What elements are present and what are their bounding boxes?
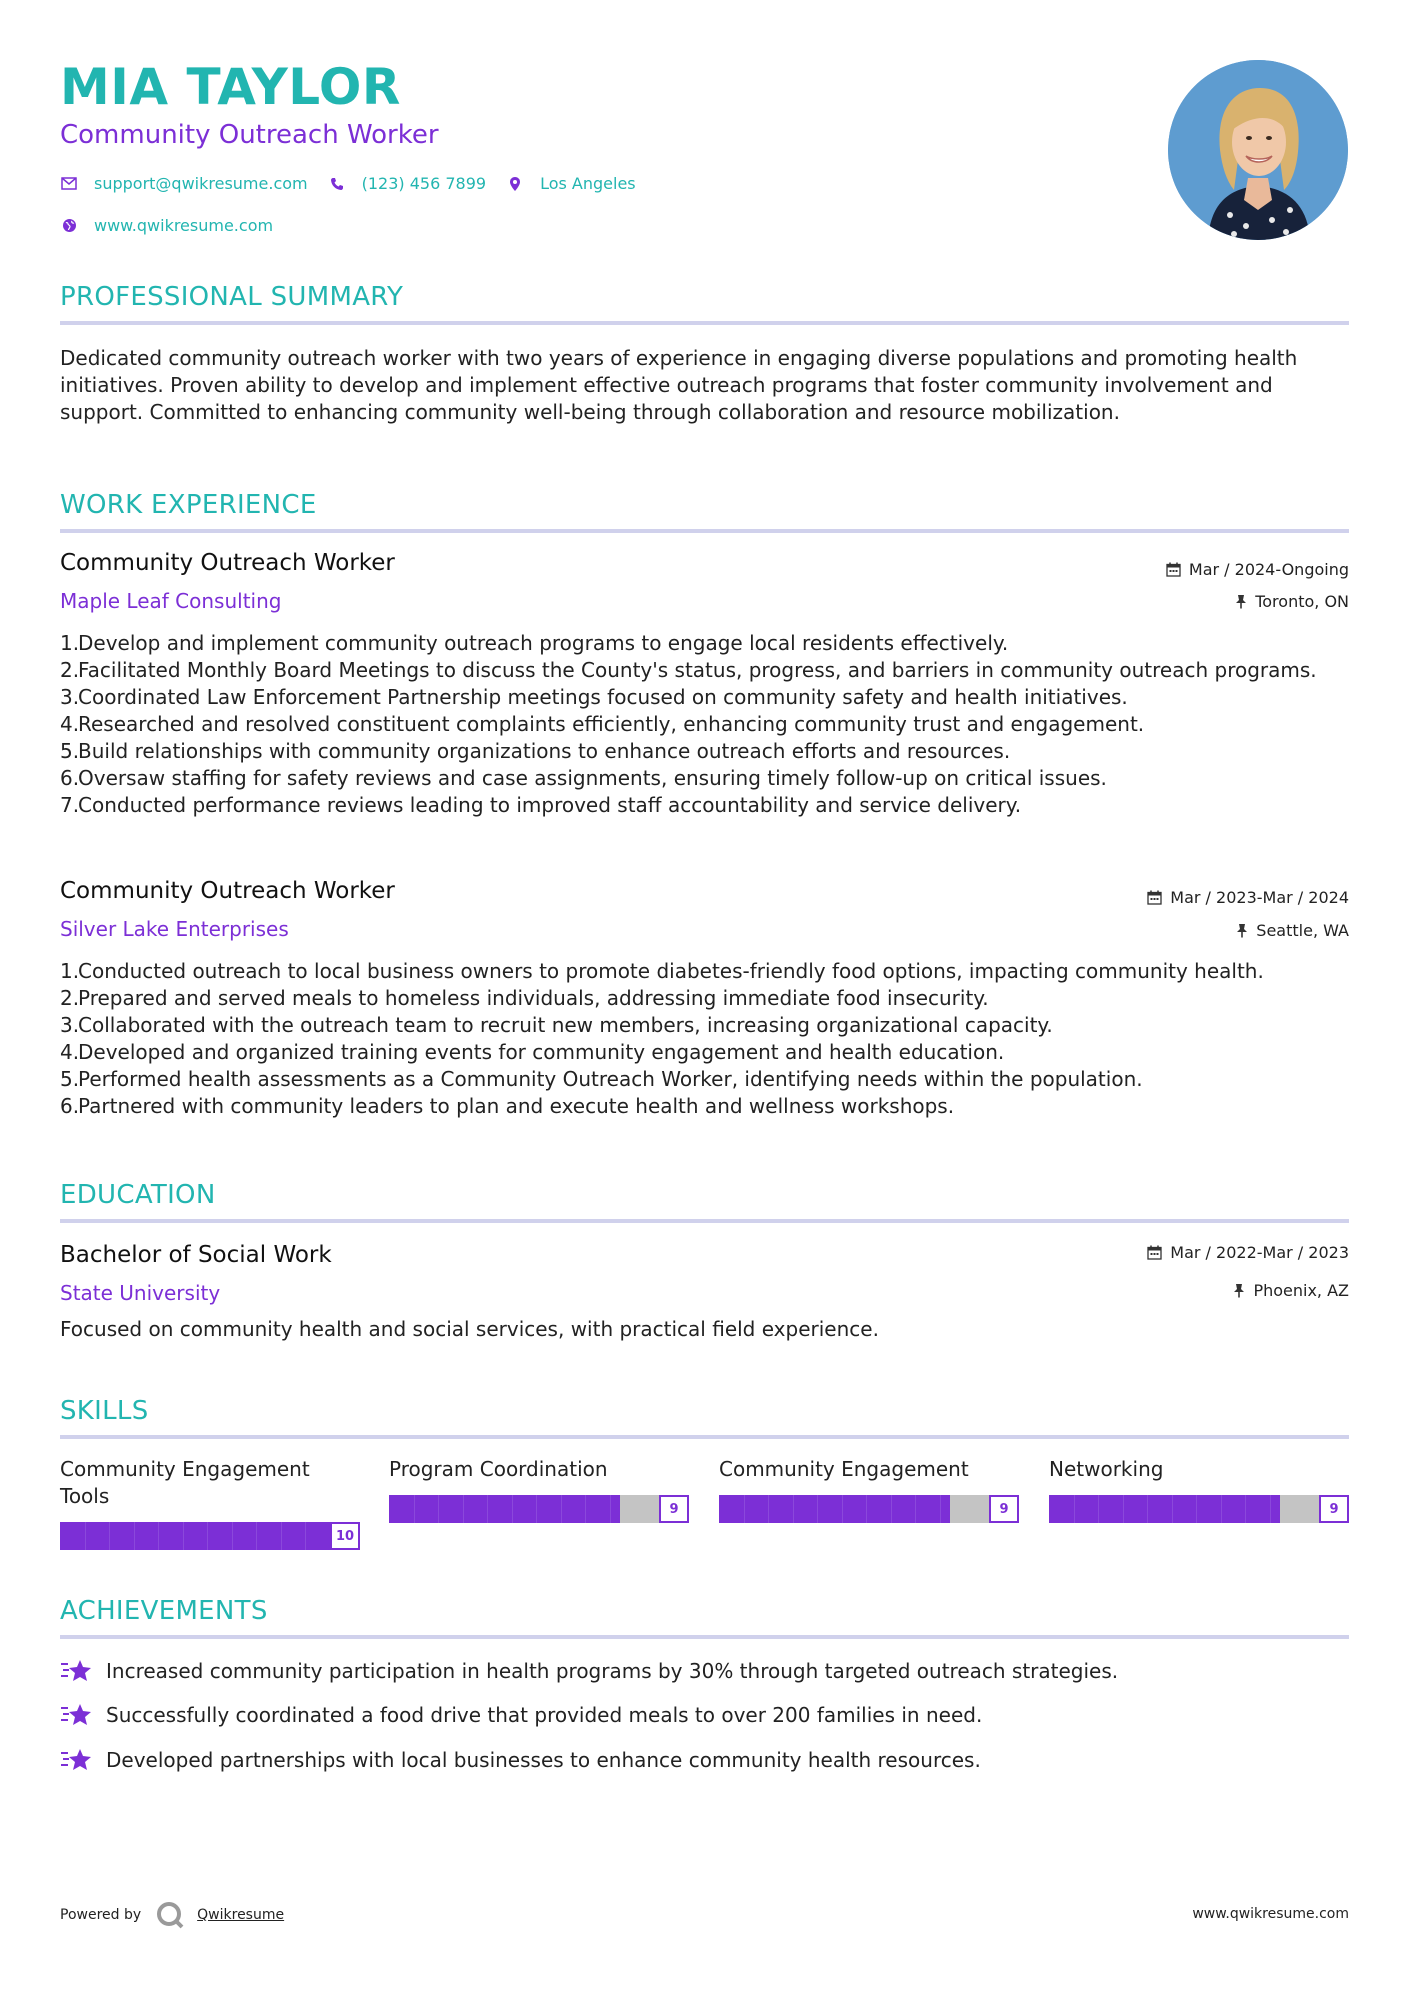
- achievement-item: [60, 1747, 981, 1773]
- skill-bar-segment: [438, 1495, 439, 1523]
- section-title-skills: SKILLS: [60, 1396, 149, 1426]
- candidate-name: MIA TAYLOR: [60, 58, 401, 116]
- section-divider: [60, 1219, 1349, 1223]
- achievement-item: [60, 1702, 982, 1728]
- pushpin-icon: [1235, 594, 1247, 609]
- candidate-role: Community Outreach Worker: [60, 120, 439, 150]
- skill-bar-segment: [940, 1495, 941, 1523]
- skill-bar-segment: [414, 1495, 415, 1523]
- skill-bar-segment: [463, 1495, 464, 1523]
- skill-bar: [389, 1495, 689, 1523]
- contact-location: [506, 174, 636, 193]
- skill-bar-segment: [891, 1495, 892, 1523]
- section-title-summary: PROFESSIONAL SUMMARY: [60, 282, 404, 312]
- job-location: [1235, 592, 1349, 611]
- job-title: Community Outreach Worker: [60, 550, 395, 576]
- skill-item: [60, 1456, 360, 1552]
- skill-score: 9: [659, 1495, 689, 1523]
- skill-bar-segment: [1172, 1495, 1173, 1523]
- section-title-achievements: ACHIEVEMENTS: [60, 1596, 268, 1626]
- skill-score: 10: [330, 1522, 360, 1550]
- job-company: Silver Lake Enterprises: [60, 917, 289, 941]
- skill-bar-segment: [842, 1495, 843, 1523]
- contact-website[interactable]: [60, 216, 273, 235]
- globe-icon: [60, 217, 78, 235]
- skill-bar-segment: [305, 1522, 306, 1550]
- contact-email[interactable]: [60, 174, 308, 193]
- job-location-text: Seattle, WA: [1256, 921, 1349, 940]
- skill-score: 9: [989, 1495, 1019, 1523]
- skill-bar-segment: [232, 1522, 233, 1550]
- job-dates-text: Mar / 2024-Ongoing: [1188, 560, 1349, 579]
- list-item: 5. Performed health assessments as a Community Outreach Worker, identifying needs within the population.: [60, 1067, 1143, 1091]
- skill-item: [389, 1456, 689, 1526]
- degree-title: Bachelor of Social Work: [60, 1242, 332, 1268]
- star-award-icon: [60, 1658, 92, 1684]
- skill-item: [719, 1456, 1019, 1526]
- education-dates-text: Mar / 2022-Mar / 2023: [1170, 1243, 1349, 1262]
- skill-bar: [60, 1522, 360, 1550]
- qwikresume-logo-icon: [155, 1900, 185, 1930]
- skill-bar-segment: [561, 1495, 562, 1523]
- skill-bar-segment: [183, 1522, 184, 1550]
- skill-item: [1049, 1456, 1349, 1526]
- skill-bar-segment: [256, 1522, 257, 1550]
- achievement-text: Successfully coordinated a food drive that provided meals to over 200 families in need.: [106, 1703, 983, 1727]
- calendar-icon: [1166, 562, 1181, 577]
- skill-bar: [719, 1495, 1019, 1523]
- list-item: 1. Develop and implement community outreach programs to engage local residents effectively.: [60, 631, 1009, 655]
- skill-bar-segment: [866, 1495, 867, 1523]
- list-item: 6. Partnered with community leaders to plan and execute health and wellness workshops.: [60, 1094, 955, 1118]
- star-award-icon: [60, 1747, 92, 1773]
- skill-name: Program Coordination: [389, 1457, 608, 1481]
- skill-name: Community Engagement Tools: [60, 1457, 310, 1508]
- skill-bar-segment: [817, 1495, 818, 1523]
- section-divider: [60, 321, 1349, 325]
- skill-bar-segment: [109, 1522, 110, 1550]
- skill-bar-segment: [536, 1495, 537, 1523]
- achievement-text: Increased community participation in health programs by 30% through targeted outreach strategies.: [106, 1659, 1119, 1683]
- section-divider: [60, 1635, 1349, 1639]
- job-dates: [1166, 560, 1349, 579]
- section-title-education: EDUCATION: [60, 1180, 216, 1210]
- skill-name: Community Engagement: [719, 1457, 969, 1481]
- skill-bar-segment: [1123, 1495, 1124, 1523]
- job-company: Maple Leaf Consulting: [60, 589, 282, 613]
- calendar-icon: [1147, 890, 1162, 905]
- pushpin-icon: [1233, 1283, 1245, 1298]
- star-award-icon: [60, 1702, 92, 1728]
- skill-bar-segment: [1270, 1495, 1271, 1523]
- email-text: support@qwikresume.com: [94, 174, 308, 193]
- skill-bar-segment: [744, 1495, 745, 1523]
- map-pin-icon: [506, 175, 524, 193]
- school-name: State University: [60, 1281, 221, 1305]
- skill-bar-segment: [768, 1495, 769, 1523]
- skill-bar-segment: [1074, 1495, 1075, 1523]
- skill-bar-segment: [793, 1495, 794, 1523]
- achievement-text: Developed partnerships with local businesses to enhance community health resources.: [106, 1748, 981, 1772]
- education-description: Focused on community health and social services, with practical field experience.: [60, 1317, 879, 1341]
- skill-bar-segment: [1147, 1495, 1148, 1523]
- section-divider: [60, 1435, 1349, 1439]
- contact-phone[interactable]: [328, 174, 486, 193]
- education-location-text: Phoenix, AZ: [1253, 1281, 1349, 1300]
- skill-bar-segment: [281, 1522, 282, 1550]
- skill-bar-segment: [134, 1522, 135, 1550]
- job-bullets: [60, 630, 1345, 819]
- list-item: 5. Build relationships with community organizations to enhance outreach efforts and resources.: [60, 739, 1011, 763]
- envelope-icon: [60, 175, 78, 193]
- skill-bar-segment: [1245, 1495, 1246, 1523]
- qwikresume-link[interactable]: Qwikresume: [197, 1907, 285, 1923]
- skill-bar: [1049, 1495, 1349, 1523]
- footer-powered-by: [60, 1900, 284, 1930]
- job-dates: [1147, 888, 1349, 907]
- list-item: 2. Facilitated Monthly Board Meetings to discuss the County's status, progress, and barriers in community outreach programs.: [60, 658, 1317, 682]
- contact-row-2: [60, 216, 293, 235]
- section-title-experience: WORK EXPERIENCE: [60, 490, 317, 520]
- job-location-text: Toronto, ON: [1255, 592, 1349, 611]
- job-bullets: [60, 958, 1345, 1120]
- footer-website-link[interactable]: www.qwikresume.com: [1192, 1906, 1349, 1922]
- education-location: [1233, 1281, 1349, 1300]
- list-item: 3. Collaborated with the outreach team to recruit new members, increasing organizational capacity.: [60, 1013, 1053, 1037]
- phone-text: (123) 456 7899: [361, 174, 487, 193]
- list-item: 1. Conducted outreach to local business owners to promote diabetes-friendly food options, impacting community health.: [60, 959, 1264, 983]
- list-item: 7. Conducted performance reviews leading to improved staff accountability and service delivery.: [60, 793, 1022, 817]
- list-item: 6. Oversaw staffing for safety reviews and case assignments, ensuring timely follow-up on critical issues.: [60, 766, 1107, 790]
- skill-bar-segment: [512, 1495, 513, 1523]
- section-divider: [60, 529, 1349, 533]
- skill-bar-segment: [1196, 1495, 1197, 1523]
- skill-score: 9: [1319, 1495, 1349, 1523]
- phone-icon: [328, 175, 346, 193]
- website-text: www.qwikresume.com: [94, 216, 274, 235]
- achievement-item: [60, 1658, 1118, 1684]
- skill-bar-segment: [1221, 1495, 1222, 1523]
- job-title: Community Outreach Worker: [60, 878, 395, 904]
- skill-name: Networking: [1049, 1457, 1164, 1481]
- job-location: [1236, 921, 1349, 940]
- calendar-icon: [1147, 1245, 1162, 1260]
- pushpin-icon: [1236, 923, 1248, 938]
- skill-bar-segment: [207, 1522, 208, 1550]
- powered-by-label: Powered by: [60, 1907, 142, 1923]
- contact-row-1: [60, 174, 656, 193]
- list-item: 4. Developed and organized training events for community engagement and health education.: [60, 1040, 1005, 1064]
- skill-bar-segment: [610, 1495, 611, 1523]
- list-item: 4. Researched and resolved constituent complaints efficiently, enhancing community trust and engagement.: [60, 712, 1145, 736]
- job-dates-text: Mar / 2023-Mar / 2024: [1170, 888, 1349, 907]
- skill-bar-segment: [1098, 1495, 1099, 1523]
- skill-bar-segment: [585, 1495, 586, 1523]
- summary-text: Dedicated community outreach worker with two years of experience in engaging diverse populations and promoting health initiatives. Proven ability to develop and implement effective outreach programs that foster community involvement and support. Committed to enhancing community well-being through collaboration and resource mobilization.: [60, 346, 1298, 424]
- location-text: Los Angeles: [540, 174, 636, 193]
- skill-bar-segment: [85, 1522, 86, 1550]
- skill-bar-segment: [487, 1495, 488, 1523]
- skill-bar-fill: [60, 1522, 360, 1550]
- education-dates: [1147, 1243, 1349, 1262]
- list-item: 3. Coordinated Law Enforcement Partnership meetings focused on community safety and health initiatives.: [60, 685, 1128, 709]
- skill-bar-segment: [915, 1495, 916, 1523]
- profile-photo: [1168, 60, 1348, 240]
- skill-bar-segment: [158, 1522, 159, 1550]
- list-item: 2. Prepared and served meals to homeless individuals, addressing immediate food insecurity.: [60, 986, 989, 1010]
